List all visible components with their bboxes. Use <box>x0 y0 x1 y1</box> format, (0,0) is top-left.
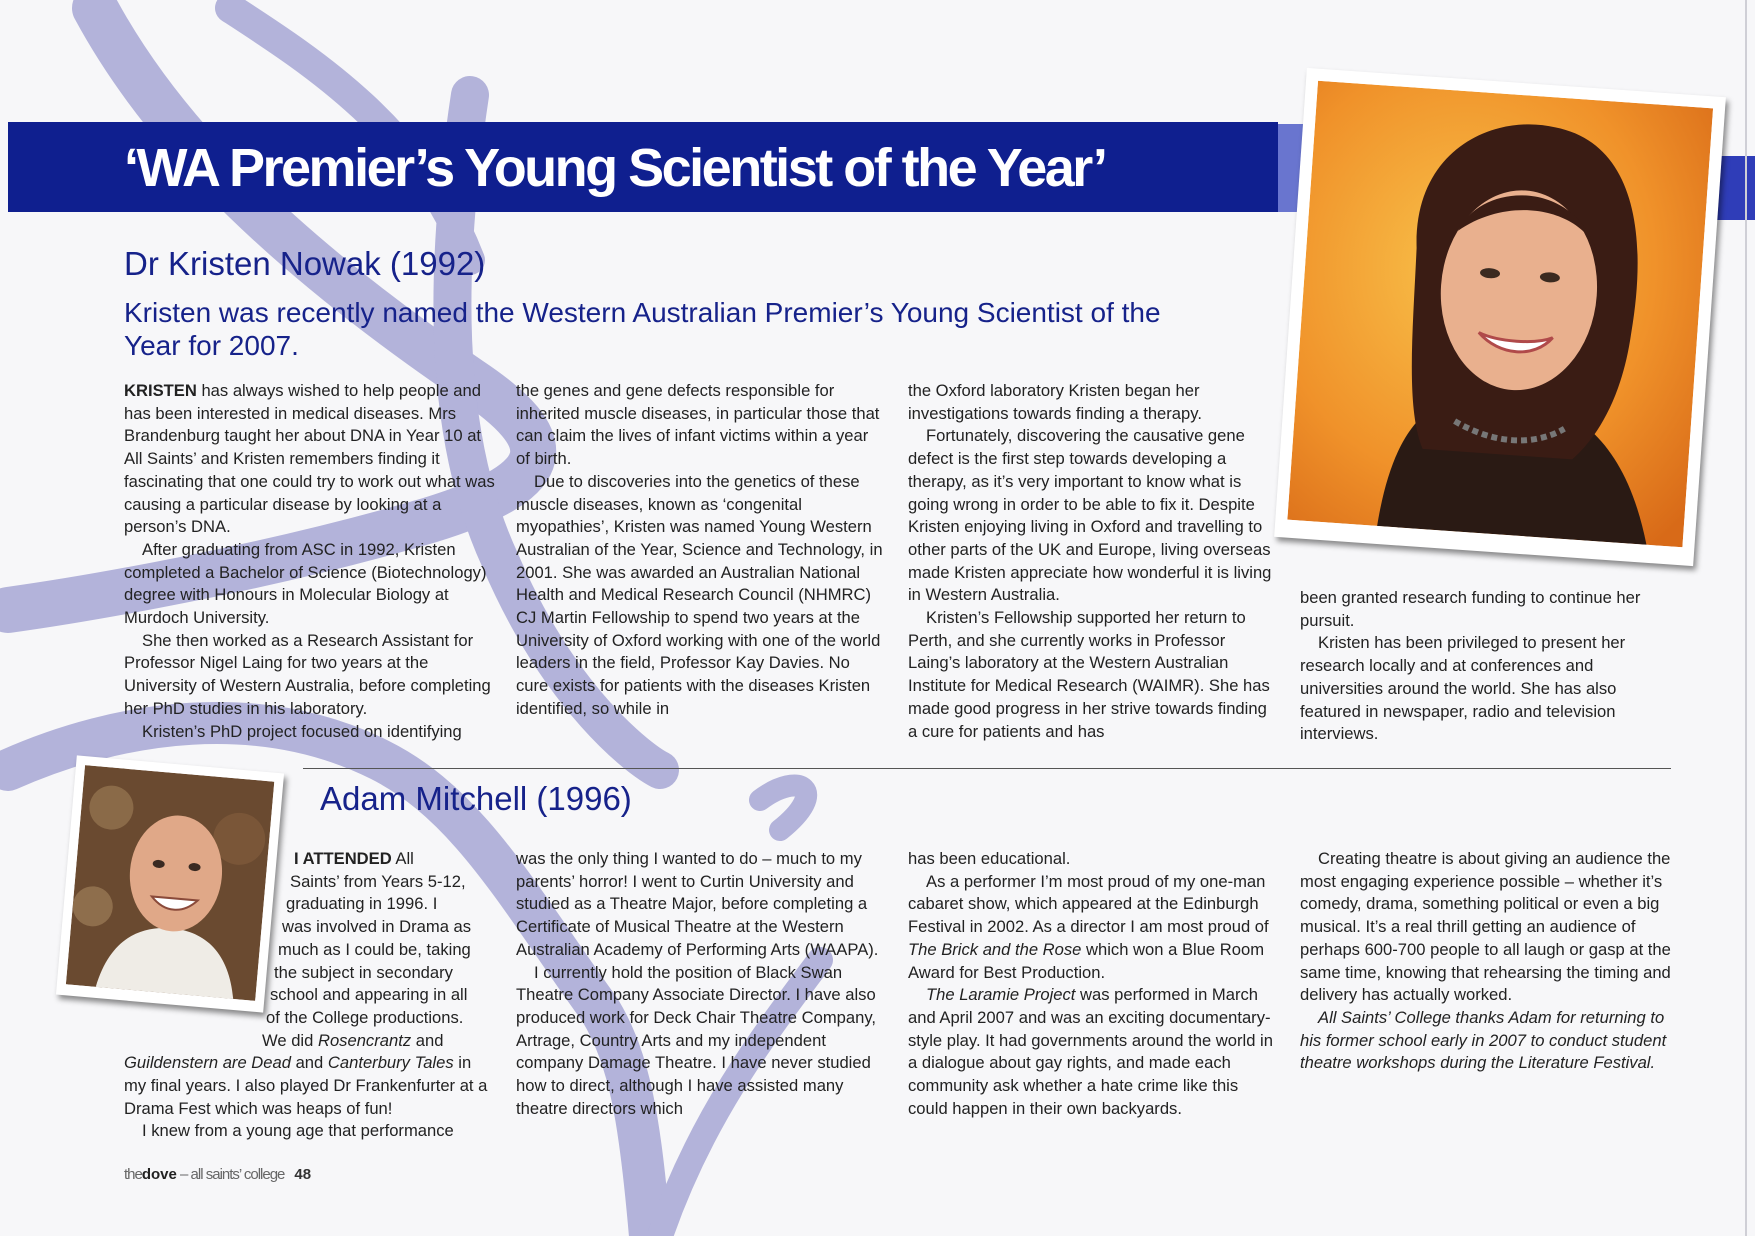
paragraph: Kristen’s Fellowship supported her return to Perth, and she currently works in Professor Laing’s laboratory at the Western Australian Institute for Medical Research (WAIMR). She has made good progress in her strive towards finding a cure for patients and has <box>908 608 1270 741</box>
text-run: As a performer I’m most proud of my one-man cabaret show, which appeared at the Edinburgh Festival in 2002. As a director I am most proud of <box>908 871 1269 937</box>
wrap-around-text <box>124 848 496 1030</box>
text-line: of the College productions. <box>266 1007 464 1027</box>
article-1-column-2 <box>516 380 886 721</box>
magazine-name-the: the <box>124 1166 142 1183</box>
paragraph <box>908 871 1278 985</box>
page-footer <box>124 1166 311 1183</box>
text-line: All <box>391 849 414 868</box>
magazine-name-dove: dove <box>141 1166 177 1183</box>
article-2-column-3 <box>908 848 1278 1120</box>
text-run: We did <box>262 1030 318 1050</box>
paragraph: Due to discoveries into the genetics of these muscle diseases, known as ‘congenital myopathies’, Kristen was named Young Western Australian of the Year, Science and Technology, in 2001. She was awarded an Australian National Health and Medical Research Council (NHMRC) CJ Martin Fellowship to spend two years at the University of Oxford working with one of the world leaders in the field, Professor Kay Davies. No cure exists for patients with the diseases Kristen identified, so while in <box>516 471 883 718</box>
play-title: Canterbury Tales <box>327 1053 454 1073</box>
text-run: All Saints’ College thanks Adam for returning to his former school early in 2007 to conduct student theatre workshops during the Literature Festival. <box>1300 1007 1667 1073</box>
section-divider <box>303 768 1671 769</box>
page-edge <box>1745 0 1747 1236</box>
paragraph: the Oxford laboratory Kristen began her investigations towards finding a therapy. <box>908 381 1202 423</box>
paragraph: been granted research funding to continue her pursuit. <box>1300 588 1641 630</box>
paragraph: I currently hold the position of Black Swan Theatre Company Associate Director. I have also produced work for Deck Chair Theatre Company, Artrage, Country Arts and my independent company Damage Theatre. I have never studied how to direct, although I have assisted many theatre directors which <box>516 962 876 1118</box>
article-2-column-1 <box>124 848 496 1143</box>
play-title: The Laramie Project <box>926 985 1076 1005</box>
portrait-image <box>1287 81 1713 548</box>
text-line: school and appearing in all <box>270 985 468 1005</box>
drop-lead-word: KRISTEN <box>124 381 197 400</box>
text-run: was performed in March and April 2007 and was an exciting documentary-style play. It had governments around the world in a dialogue about gay rights, and made each community ask whether a hate crime like this could happen in their own backyards. <box>908 985 1273 1118</box>
paragraph: was the only thing I wanted to do – much to my parents’ horror! I went to Curtin University and studied as a Theatre Major, before completing a Certificate of Musical Theatre at the Western Australian Academy of Performing Arts (WAAPA). <box>516 849 879 959</box>
paragraph: She then worked as a Research Assistant for Professor Nigel Laing for two years at the University of Western Australia, before completing her PhD studies in his laboratory. <box>124 630 491 718</box>
paragraph: Fortunately, discovering the causative gene defect is the first step towards developing a therapy, as it’s very important to know what is going wrong in order to be able to fix it. Despite Kristen enjoying living in Oxford and travelling to other parts of the UK and Europe, living overseas made Kristen appreciate how wonderful it is living in Western Australia. <box>908 426 1272 605</box>
article-2-column-2 <box>516 848 886 1120</box>
play-title: Guildenstern are Dead <box>124 1053 291 1073</box>
kristen-nowak-photo <box>1274 68 1726 566</box>
paragraph: has been educational. <box>908 849 1071 868</box>
text-line: much as I could be, taking <box>278 939 471 959</box>
paragraph: Kristen has been privileged to present her research locally and at conferences and universities around the world. She has also featured in newspaper, radio and television interviews. <box>1300 633 1626 744</box>
page-title: ‘WA Premier’s Young Scientist of the Year’ <box>124 138 1106 198</box>
article-1-column-1 <box>124 380 496 743</box>
article-1-column-4 <box>1300 587 1670 746</box>
paragraph: the genes and gene defects responsible for inherited muscle diseases, in particular those that can claim the lives of infant victims within a year of birth. <box>516 381 880 469</box>
text-line: the subject in secondary <box>274 962 453 982</box>
text-line: Saints’ from Years 5-12, <box>290 871 466 891</box>
page-number: 48 <box>294 1166 312 1183</box>
article-1-column-3 <box>908 380 1278 743</box>
text-run: which won a Blue Room Award for Best Production. <box>908 939 1265 982</box>
paragraph: After graduating from ASC in 1992, Kristen completed a Bachelor of Science (Biotechnology) degree with Honours in Molecular Biology at Murdoch University. <box>124 539 487 628</box>
text-line: was involved in Drama as <box>282 917 472 937</box>
paragraph: has always wished to help people and has been interested in medical diseases. Mrs Brandenburg taught her about DNA in Year 10 at All Saints’ and Kristen remembers finding it fascinating that one could try to work out what was causing a particular disease by looking at a person’s DNA. <box>124 381 495 537</box>
text-run: and <box>290 1053 328 1073</box>
thanks-note <box>1300 1007 1672 1075</box>
text-run: and <box>411 1030 444 1050</box>
paragraph: Creating theatre is about giving an audience the most engaging experience possible – whether it’s comedy, drama, something political or even a big musical. It’s a real thrill getting an audience of perhaps 600-700 people to all laugh or gasp at the same time, knowing that rehearsing the timing and delivery has actually worked. <box>1300 849 1671 1005</box>
play-title: Rosencrantz <box>317 1030 412 1050</box>
drop-lead-word: I ATTENDED <box>294 849 392 868</box>
article-1-standfirst: Kristen was recently named the Western Australian Premier’s Young Scientist of the Year for 2007. <box>124 297 1161 361</box>
paragraph: I knew from a young age that performance <box>142 1121 454 1141</box>
article-2-column-4 <box>1300 848 1672 1075</box>
text-run: in my final years. I also played Dr Frankenfurter at a Drama Fest which was heaps of fun! <box>124 1053 488 1118</box>
play-title: The Brick and the Rose <box>908 939 1082 959</box>
article-2-heading: Adam Mitchell (1996) <box>320 780 632 817</box>
paragraph <box>908 984 1278 1120</box>
text-line: graduating in 1996. I <box>286 894 438 914</box>
article-1-heading: Dr Kristen Nowak (1992) <box>124 245 486 282</box>
paragraph: Kristen’s PhD project focused on identifying <box>142 721 462 741</box>
paragraph <box>124 1030 496 1121</box>
magazine-subtitle: – all saints’ college <box>176 1166 285 1183</box>
